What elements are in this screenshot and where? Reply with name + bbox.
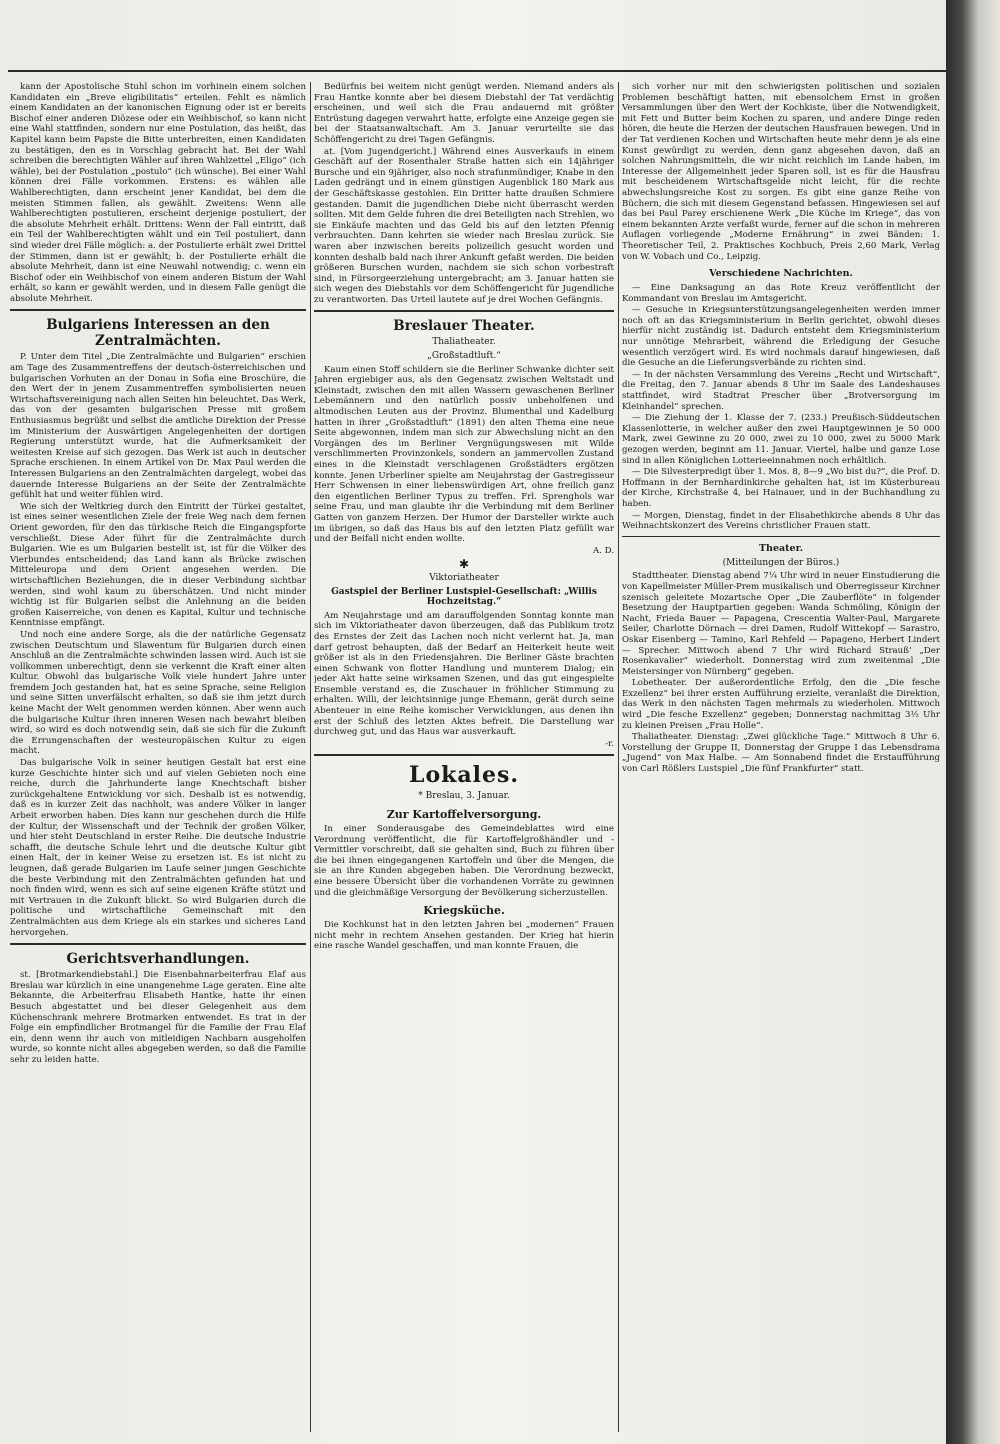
headline-theater: Breslauer Theater. bbox=[393, 318, 535, 335]
page-edge-shadow bbox=[946, 0, 1000, 1444]
review-paragraph: Kaum einen Stoff schildern sie die Berliner Schwanke dichter seit Jahren ergiebiger aus, als den Gegensatz zwischen Weltstadt und Kleinstadt, zwischen den mit allen Wassern gewaschenen Berliner Lebemännern und den natürlich possiv unbeholfenen und altmodischen Leuten aus der Provinz. Blumenthal und Kadelburg hatten in ihrer „Großstadtluft“ (1891) den alten Thema eine neue Seite abgewonnen, indem man sich zur Abwechslung nicht an den Vorgängen des im Berliner Vergnügungswesen mit Wilde verschlimmerten Provinzonkels, sondern an jammervollen Zustand eines in die Kleinstadt verschlagenen Großstädters ergötzen konnte. Jenen Urberliner spielte am Neujahrstag der Gastregisseur Herr Schwensen in einer liebenswürdigen Art, ohne freilich ganz den eigentlichen Berliner Typus zu treffen. Frl. Sprenghols war seine Frau, und man glaubte ihr die Verbindung mit dem Berliner Gatten von ganzem Herzen. Der Humor der Darsteller wirkte auch im übrigen, so daß das Haus bis auf den letzten Platz gefüllt war und der Beifall nicht enden wollte. bbox=[314, 364, 614, 545]
review-paragraph: Am Neujahrstage und am darauffolgenden Sonntag konnte man sich im Viktoriatheater davon überzeugen, daß das Publikum trotz des Ernstes der Zeit das Lachen noch nicht verlernt hat. Ja, man darf getrost behaupten, daß der Bedarf an Heiterkeit heute weit größer ist als in den Friedensjahren. Die Berliner Gäste brachten einen Schwank von flotter Handlung und munterem Dialog; ein jeder Akt hatte seine wirksamen Szenen, und das gut eingespielte Ensemble verstand es, die Zuschauer in fröhlicher Stimmung zu erhalten. Willi, der leichtsinnige junge Ehemann, gerät durch seine Abenteuer in eine Reihe komischer Verwicklungen, aus denen ihn erst der Schluß des letzten Aktes befreit. Die Darstellung war durchweg gut, und das Haus war ausverkauft. bbox=[314, 610, 614, 738]
article-paragraph: Das bulgarische Volk in seiner heutigen Gestalt hat erst eine kurze Geschichte hinter sich und auf vielen Gebieten noch eine reiche, durch die Jahrhunderte lange Knechtschaft bisher zurückgehaltene Entwicklung vor sich. Deshalb ist es notwendig, daß es in kurzer Zeit das nachholt, was andere Völker in langer Arbeit erworben haben. Dies kann nur geschehen durch die Hilfe der Kultur, der Wissenschaft und der Technik der großen Völker, und hier steht Deutschland in erster Reihe. Die deutsche Industrie schafft, die deutsche Schule lehrt und die deutsche Kultur gibt einen Halt, der in keiner Weise zu ersetzen ist. Es ist nicht zu leugnen, daß gerade Bulgarien im Laufe seiner jungen Geschichte die beste Verbindung mit den Zentralmächten gefunden hat und noch finden wird, wenn es sich auf seine eigenen Kräfte stützt und mit Vertrauen in die Zukunft blickt. So wird Bulgarien durch die politische und wirtschaftliche Gemeinschaft mit den Zentralmächten aus dem Kriege als ein starkes und sicheres Land hervorgehen. bbox=[10, 758, 306, 938]
subheading-victoria: Viktoriatheater bbox=[429, 572, 499, 583]
guest-performance-title: Gastspiel der Berliner Lustspiel-Gesellschaft: „Willis Hochzeitstag.“ bbox=[331, 586, 597, 608]
review-signature: A. D. bbox=[593, 545, 614, 556]
subheading-thalia: Thaliatheater. bbox=[432, 337, 496, 348]
play-title: „Großstadtluft.“ bbox=[427, 351, 501, 362]
article-paragraph: P. Unter dem Titel „Die Zentralmächte und Bulgarien“ erschien am Tage des Zusammentreffens der deutsch-österreichischen und bulgarischen Vorhuten an der Donau in Sofia eine Broschüre, die den Wert der in jenem Zusammentreffen symbolisierten neuen Wirtschaftsvereinigung nach allen Seiten hin beleuchtet. Das Werk, das von der gesamten bulgarischen Presse mit großem Enthusiasmus begrüßt und selbst die amtliche Direktion der Presse im Ministerium der Auswärtigen Angelegenheiten der dortigen Regierung unterstützt wurde, hat die Aufmerksamkeit der weitesten Kreise auf sich gezogen. Das Werk ist auch in deutscher Sprache erschienen. In einem Artikel von Dr. Max Paul werden die Interessen Bulgariens an den Zentralmächten dargelegt, wobei das dauernde Interesse Bulgariens an der Seite der Zentralmächte gefühlt hat und weiter fühlen wird. bbox=[10, 352, 306, 501]
divider bbox=[314, 754, 614, 756]
news-item: — Eine Danksagung an das Rote Kreuz veröffentlicht der Kommandant von Breslau im Amtsgericht. bbox=[622, 283, 940, 304]
headline-bulgaria: Bulgariens Interessen an den Zentralmächten. bbox=[46, 317, 270, 350]
headline-lokales: Lokales. bbox=[408, 762, 520, 789]
news-item: — Morgen, Dienstag, findet in der Elisabethkirche abends 8 Uhr das Weihnachtskonzert des Vereins christlicher Frauen statt. bbox=[622, 510, 940, 532]
column-separator bbox=[310, 82, 311, 1432]
top-rule bbox=[8, 70, 946, 72]
column-1 bbox=[10, 82, 306, 1432]
article-paragraph: at. [Vom Jugendgericht.] Während eines Ausverkaufs in einem Geschäft auf der Rosenthaler Straße hatten sich ein 14jähriger Bursche und ein 9jähriger, also noch strafunmündiger, Knabe in den Laden gedrängt und in einem günstigen Augenblick 180 Mark aus der Geschäftskasse gestohlen. Ein Dritter hatte draußen Schmiere gestanden. Damit die jugendlichen Diebe nicht überrascht werden sollten. Mit dem Gelde fuhren die drei Beteiligten nach Strehlen, wo sie Einkäufe machten und das Geld bis auf den letzten Pfennig verbrauchten. Dann kehrten sie wieder nach Breslau zurück. Sie waren aber inzwischen bereits polizeilich gesucht worden und konnten deshalb bald nach ihrer Ankunft gefaßt werden. Die beiden größeren Burschen wurden, nachdem sie sich schon vorbestraft sind, in Fürsorgeerziehung untergebracht; am 3. Januar hatten sie sich wegen des Diebstahls vor dem Schöffengericht für Jugendliche zu verantworten. Das Urteil lautete auf je drei Wochen Gefängnis. bbox=[314, 146, 614, 305]
asterisk-divider: ✱ bbox=[458, 557, 470, 572]
theater-note: Thaliatheater. Dienstag: „Zwei glückliche Tage.“ Mittwoch 8 Uhr 6. Vorstellung der Gruppe II, Donnerstag der Gruppe I das Lebensdrama „Jugend“ von Max Halbe. — Am Sonnabend findet die Erstaufführung von Carl Rößlers Lustspiel „Die fünf Frankfurter“ statt. bbox=[622, 732, 940, 775]
article-paragraph: Bedürfnis bei weitem nicht genügt werden. Niemand anders als Frau Hantke konnte aber bei diesem Diebstahl der Tat verdächtig erscheinen, und weil sich die Frau andauernd mit größter Entrüstung dagegen verwahrt hatte, erfolgte eine Anzeige gegen sie bei der Staatsanwaltschaft. Am 3. Januar verurteilte sie das Schöffengericht zu drei Tagen Gefängnis. bbox=[314, 82, 614, 145]
news-item: — Die Ziehung der 1. Klasse der 7. (233.) Preußisch-Süddeutschen Klassenlotterie, in welcher außer den zwei Hauptgewinnen je 50 000 Mark, zwei Gewinne zu 20 000, zwei zu 10 000, zwei zu 5000 Mark gezogen werden, beginnt am 11. Januar. Viertel, halbe und ganze Lose sind in allen Königlichen Lotterieeinnahmen noch erhältlich. bbox=[622, 413, 940, 466]
divider bbox=[10, 309, 306, 311]
article-paragraph: Die Kochkunst hat in den letzten Jahren bei „modernen“ Frauen nicht mehr in rechtem Ansehen gestanden. Der Krieg hat hierin eine rasche Wandel geschaffen, und man konnte Frauen, die bbox=[314, 920, 614, 952]
column-2 bbox=[314, 82, 614, 1432]
headline-court: Gerichtsverhandlungen. bbox=[66, 951, 250, 968]
theater-note: Stadttheater. Dienstag abend 7¼ Uhr wird in neuer Einstudierung die von Kapellmeister Müller-Prem musikalisch und Oberregisseur Kirchner szenisch geleitete Mozartsche Oper „Die Zauberflöte“ in folgender Besetzung der Hauptpartien gegeben: Wanda Schmöling, Königin der Nacht, Frieda Bauer — Papagena, Crescentia Walter-Paul, Margarete Seiler, Charlotte Dörnach — drei Damen, Rudolf Wittekopf — Sarastro, Oskar Eisenberg — Tamino, Karl Rehfeld — Papageno, Herbert Lindert — Sprecher. Mittwoch abend 7 Uhr wird Richard Strauß’ „Der Rosenkavalier“ wiederholt. Donnerstag wird zum zweitenmal „Die Meistersinger von Nürnberg“ gegeben. bbox=[622, 571, 940, 677]
news-item: — In der nächsten Versammlung des Vereins „Recht und Wirtschaft“, die Freitag, den 7. Januar abends 8 Uhr im Saale des Landeshauses stattfindet, wird Stadtrat Prescher über „Brotversorgung im Kleinhandel“ sprechen. bbox=[622, 369, 940, 412]
news-item: — Gesuche in Kriegsunterstützungsangelegenheiten werden immer noch oft an das Kriegsministerium in Berlin gerichtet, obwohl dieses hierfür nicht zuständig ist. Dadurch entsteht dem Kriegsministerium nur unnötige Mehrarbeit, während die Erledigung der Gesuche wesentlich verzögert wird. Es wird nochmals darauf hingewiesen, daß die Gesuche an die Lieferungsverbände zu richten sind. bbox=[622, 305, 940, 369]
theater-note: Lobetheater. Der außerordentliche Erfolg, den die „Die fesche Exzellenz“ bei ihrer ersten Aufführung erzielte, veranlaßt die Direktion, das Werk in den nächsten Tagen mehrmals zu wiederholen. Mittwoch wird „Die fesche Exzellenz“ gegeben; Donnerstag nachmittag 3½ Uhr zu kleinen Preisen „Frau Holle“. bbox=[622, 678, 940, 731]
subheading-mitteilung: (Mitteilungen der Büros.) bbox=[722, 557, 840, 568]
column-3 bbox=[622, 82, 940, 1432]
article-paragraph: Wie sich der Weltkrieg durch den Eintritt der Türkei gestaltet, ist eines seiner wesentlichen Ziele der freie Weg nach dem fernen Orient geworden, für den das türkische Reich die Eingangspforte verschließt. Diese Ader führt für die Zentralmächte durch Bulgarien. Wie es um Bulgarien bestellt ist, ist für die Völker des Vierbundes entscheidend; das Land kann als Brücke zwischen Mitteleuropa und dem Orient angesehen werden. Die wirtschaftlichen Beziehungen, die in dieser Verbindung sichtbar werden, sind wohl kaum zu überschätzen. Und nicht minder wichtig ist für Bulgarien selbst die Anlehnung an die beiden großen Kaiserreiche, von denen es Kapital, Kultur und technische Kenntnisse empfängt. bbox=[10, 501, 306, 629]
divider bbox=[314, 310, 614, 312]
headline-verschiedene: Verschiedene Nachrichten. bbox=[709, 268, 853, 280]
divider bbox=[622, 536, 940, 537]
article-paragraph: sich vorher nur mit den schwierigsten politischen und sozialen Problemen beschäftigt hatten, mit ebensolchem Ernst in großen Versammlungen über den Wert der Kochkiste, über die Notwendigkeit, mit Fett und Butter beim Kochen zu sparen, und andere Dinge reden hören, die heute die Herzen der deutschen Hausfrauen bewegen. Und in der Tat verdienen Kochen und Wirtschaften heute mehr denn je als eine Kunst gewürdigt zu werden, denn ganz abgesehen davon, daß an solchen Nahrungsmitteln, die wir nicht reichlich im Lande haben, im Interesse der Allgemeinheit jeder Sparen soll, ist es für die Hausfrau mit bescheidenem Wirtschaftsgelde nicht leicht, für die rechte abwechslungsreiche Kost zu sorgen. Es gibt eine ganze Reihe von Büchern, die sich mit diesem Gegenstand befassen. Hingewiesen sei auf das bei Paul Parey erschienene Werk „Die Küche im Kriege“, das von einem bekannten Arzte verfaßt wurde, ferner auf die schon in mehreren Auflagen vorliegende „Moderne Ernährung“ in zwei Bänden: 1. Theoretischer Teil, 2. Praktisches Kochbuch, Preis 2,60 Mark, Verlag von W. Vobach und Co., Leipzig. bbox=[622, 82, 940, 262]
article-paragraph: st. [Brotmarkendiebstahl.] Die Eisenbahnarbeiterfrau Elaf aus Breslau war kürzlich in eine unangenehme Lage geraten. Eine alte Bekannte, die Arbeiterfrau Elisabeth Hantke, hatte ihr einen Besuch abgestattet und bei dieser Gelegenheit aus dem Küchenschrank mehrere Brotmarken entwendet. Es trat in der Folge ein empfindlicher Brotmangel für die Familie der Frau Elaf ein, denn wenn ihr auch von mitleidigen Nachbarn ausgeholfen wurde, so konnte nicht alles abgegeben werden, so daß die Familie sehr zu leiden hatte. bbox=[10, 970, 306, 1065]
article-paragraph: Und noch eine andere Sorge, als die der natürliche Gegensatz zwischen Deutschtum und Slawentum für Bulgarien durch einen Anschluß an die Zentralmächte schwinden lassen wird. Auch ist sie vollkommen unberechtigt, denn sie verkennt die Kraft einer alten Kultur. Obwohl das bulgarische Volk viele hundert Jahre unter fremdem Joch gestanden hat, hat es seine Sprache, seine Religion und seine Sitten unverfälscht erhalten, so daß sie ihm jetzt durch keine Macht der Welt genommen werden können. Aber wenn auch die bulgarische Kultur ihren inneren Wesen nach bewahrt bleiben wird, so wird es doch notwendig sein, daß sie sich für die Zukunft die Errungenschaften der westeuropäischen Kultur zu eigen macht. bbox=[10, 629, 306, 757]
column-separator bbox=[618, 82, 619, 1432]
article-paragraph: In einer Sonderausgabe des Gemeindeblattes wird eine Verordnung veröffentlicht, die für Kartoffelgroßhändler und -Vermittler vorschreibt, daß sie gehalten sind, Buch zu führen über die bei ihnen eingegangenen Kartoffeln und über die Mengen, die sie an ihre Kunden abgegeben haben. Die Verordnung bezweckt, eine bessere Übersicht über die vorhandenen Vorräte zu gewinnen und die gleichmäßige Versorgung der Bevölkerung sicherzustellen. bbox=[314, 824, 614, 898]
review-signature: -r. bbox=[605, 738, 614, 749]
news-item: — Die Silvesterpredigt über 1. Mos. 8, 8—9 „Wo bist du?“, die Prof. D. Hoffmann in der Bernhardinkirche gehalten hat, ist im Küsterbureau der Kirche, Kirchstraße 4, bei Hainauer, und in der Buchhandlung zu haben. bbox=[622, 467, 940, 509]
dateline: * Breslau, 3. Januar. bbox=[418, 791, 510, 802]
divider bbox=[10, 943, 306, 945]
headline-kriegskueche: Kriegsküche. bbox=[423, 904, 505, 918]
article-intro: kann der Apostolische Stuhl schon im vorhinein einem solchen Kandidaten ein „Breve eligibilitatis“ erteilen. Fehlt es nämlich einem Kandidaten an der kanonischen Eignung oder ist er bereits Bischof einer anderen Diözese oder ein Weihbischof, so kann nicht eine Wahl stattfinden, sondern nur eine Postulation, das heißt, das Kapitel kann beim Papste die Bitte unterbreiten, einen Kandidaten zu bestätigen, den es in Vorschlag gebracht hat. Bei der Wahl schreiben die berechtigten Wähler auf ihren Wahlzettel „Eligo“ (ich wähle), bei der Postulation „postulo“ (ich wünsche). Bei einer Wahl können drei Fälle vorkommen. Erstens: es wählen alle Wahlberechtigten, dann erscheint jener Kandidat, bei dem die meisten Stimmen fallen, als gewählt. Zweitens: Wenn alle Wahlberechtigten postulieren, erscheint derjenige postuliert, der die absolute Mehrheit erhält. Drittens: Wenn der Fall eintritt, daß ein Teil der Wahlberechtigten wählt und ein Teil postuliert, dann sind wieder drei Fälle möglich: a. der Postulierte erhält zwei Drittel der Stimmen, dann ist er gewählt; b. der Postulierte erhält die absolute Mehrheit, dann ist eine Neuwahl notwendig; c. wenn ein Bischof oder ein Weihbischof von einem anderen Bistum der Wahl erhält, so kann er gewählt werden, und in diesem Falle genügt die absolute Mehrheit. bbox=[10, 82, 306, 304]
headline-kartoffel: Zur Kartoffelversorgung. bbox=[386, 808, 542, 822]
headline-theater-notes: Theater. bbox=[758, 542, 804, 554]
